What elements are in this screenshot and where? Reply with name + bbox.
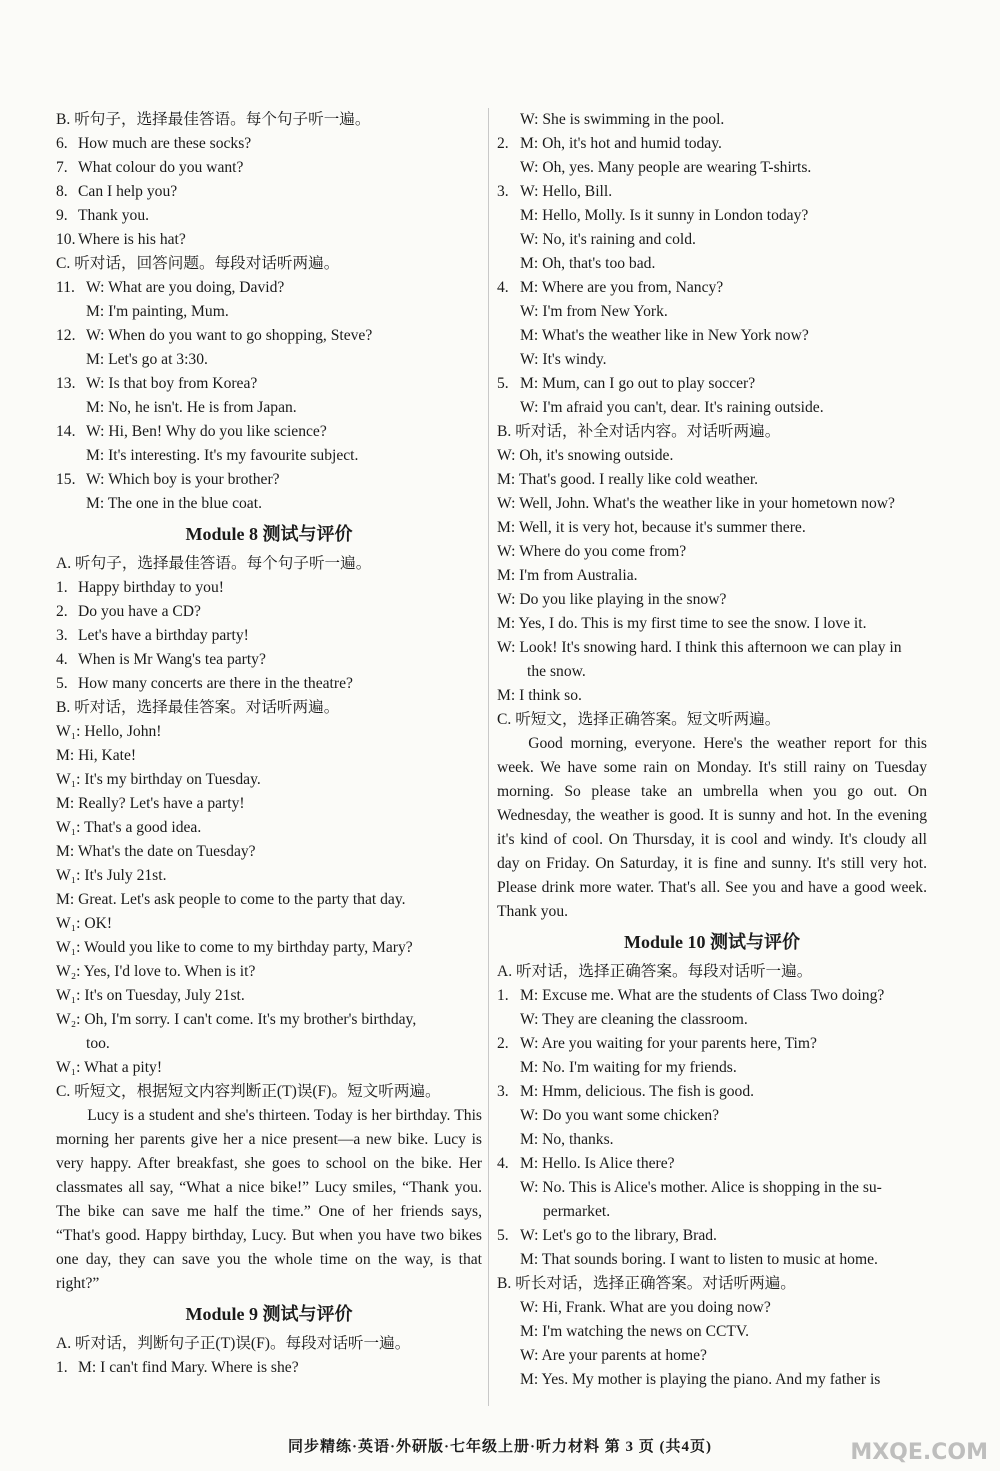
dialogue-line: M: I think so. (497, 687, 582, 704)
dialogue-line: M: No, thanks. (520, 1131, 614, 1148)
passage-text: Lucy is a student and she's thirteen. Today is her birthday. This morning her parents give her a nice present—a new bike. Lucy is very happy. After breakfast, she goes to school on the bike. Her classmates all say, “What a nice bike!” Lucy smiles, “Thank you. The bike can save me half the time.” One of her friends says, “That's good. Happy birthday, Lucy. But when you have two bikes one day, they can save you the whole time on the way, is that right?” (56, 1107, 482, 1292)
dialogue-line: W₁: It's on Tuesday, July 21st. (56, 987, 245, 1004)
question-item: 7. What colour do you want? (56, 159, 244, 176)
left-column (56, 108, 482, 1380)
dialogue-line: 4. M: Where are you from, Nancy? (497, 279, 724, 296)
dialogue-line: M: The one in the blue coat. (86, 495, 262, 512)
passage-text: Good morning, everyone. Here's the weather report for this week. We have some rain on Monday. It's still rainy on Tuesday morning. So please take an umbrella when you go out. On Wednesday, the weather is good. It is sunny and hot. In the evening it's kind of cool. On Thursday, it is cool and windy. It's cloudy all day on Friday. On Saturday, it is fine and sunny. It's still very hot. Please drink more water. That's all. See you and have a good week. Thank you. (497, 735, 927, 920)
dialogue-line: M: That sounds boring. I want to listen to music at home. (520, 1251, 878, 1268)
section-title: B. 听对话，选择最佳答案。对话听两遍。 (56, 699, 340, 716)
dialogue-line: 3. W: Hello, Bill. (497, 183, 613, 200)
dialogue-line: too. (86, 1035, 110, 1052)
section-title: A. 听对话，选择正确答案。每段对话听一遍。 (497, 963, 813, 980)
dialogue-line: M: Well, it is very hot, because it's summer there. (497, 519, 806, 536)
right-column (497, 108, 927, 1392)
dialogue-line: W: No. This is Alice's mother. Alice is shopping in the su- (520, 1179, 882, 1196)
dialogue-line: 1. M: I can't find Mary. Where is she? (56, 1359, 299, 1376)
dialogue-line: W: Are your parents at home? (520, 1347, 707, 1364)
dialogue-line: 14. W: Hi, Ben! Why do you like science? (56, 423, 327, 440)
dialogue-line: W: No, it's raining and cold. (520, 231, 696, 248)
dialogue-line: 5. M: Mum, can I go out to play soccer? (497, 375, 756, 392)
question-item: 4. When is Mr Wang's tea party? (56, 651, 266, 668)
dialogue-line: W: Where do you come from? (497, 543, 687, 560)
dialogue-line: M: Yes. My mother is playing the piano. And my father is (520, 1371, 881, 1388)
section-title: C. 听短文，选择正确答案。短文听两遍。 (497, 711, 781, 728)
dialogue-line: W₁: Hello, John! (56, 723, 162, 740)
dialogue-line: 3. M: Hmm, delicious. The fish is good. (497, 1083, 755, 1100)
dialogue-line: W: She is swimming in the pool. (520, 111, 725, 128)
question-item: 9. Thank you. (56, 207, 150, 224)
question-item: 10. Where is his hat? (56, 231, 186, 248)
dialogue-line: 4. M: Hello. Is Alice there? (497, 1155, 675, 1172)
dialogue-line: 5. W: Let's go to the library, Brad. (497, 1227, 717, 1244)
dialogue-line: W: They are cleaning the classroom. (520, 1011, 748, 1028)
dialogue-line: M: That's good. I really like cold weather. (497, 471, 759, 488)
question-item: 1. Happy birthday to you! (56, 579, 224, 596)
dialogue-line: W₁: It's my birthday on Tuesday. (56, 771, 261, 788)
page-footer: 同步精练·英语·外研版·七年级上册·听力材料 第 3 页 (共4页) (287, 1439, 712, 1455)
dialogue-line: M: Oh, that's too bad. (520, 255, 656, 272)
dialogue-line: W₁: OK! (56, 915, 113, 932)
watermark-logo: MXQE.COM (850, 1440, 988, 1465)
dialogue-line: W: Hi, Frank. What are you doing now? (520, 1299, 771, 1316)
dialogue-line: M: Yes, I do. This is my first time to see the snow. I love it. (497, 615, 867, 632)
column-divider (488, 108, 489, 1406)
dialogue-line: M: Great. Let's ask people to come to the party that day. (56, 891, 406, 908)
section-title: A. 听句子，选择最佳答语。每个句子听一遍。 (56, 555, 372, 572)
dialogue-line: M: No, he isn't. He is from Japan. (86, 399, 297, 416)
dialogue-line: M: I'm from Australia. (497, 567, 638, 584)
module-heading: Module 9 测试与评价 (185, 1304, 353, 1324)
dialogue-line: 15. W: Which boy is your brother? (56, 471, 280, 488)
dialogue-line: W: Well, John. What's the weather like in your hometown now? (497, 495, 895, 512)
dialogue-line: M: Hello, Molly. Is it sunny in London today? (520, 207, 809, 224)
module-heading: Module 8 测试与评价 (185, 524, 353, 544)
dialogue-line: W: Do you want some chicken? (520, 1107, 720, 1124)
dialogue-line: W₁: What a pity! (56, 1059, 163, 1076)
dialogue-line: 13. W: Is that boy from Korea? (56, 375, 258, 392)
dialogue-line: W: I'm afraid you can't, dear. It's raining outside. (520, 399, 824, 416)
dialogue-line: M: Really? Let's have a party! (56, 795, 245, 812)
dialogue-line: 1. M: Excuse me. What are the students of Class Two doing? (497, 987, 885, 1004)
dialogue-line: M: It's interesting. It's my favourite subject. (86, 447, 359, 464)
dialogue-line: permarket. (543, 1203, 611, 1220)
question-item: 2. Do you have a CD? (56, 603, 201, 620)
question-item: 5. How many concerts are there in the theatre? (56, 675, 353, 692)
dialogue-line: 2. M: Oh, it's hot and humid today. (497, 135, 722, 152)
dialogue-line: 12. W: When do you want to go shopping, Steve? (56, 327, 373, 344)
question-item: 6. How much are these socks? (56, 135, 252, 152)
dialogue-line: W: Oh, it's snowing outside. (497, 447, 674, 464)
dialogue-line: M: Let's go at 3:30. (86, 351, 208, 368)
section-title: C. 听对话，回答问题。每段对话听两遍。 (56, 255, 340, 272)
dialogue-line: W: Look! It's snowing hard. I think this afternoon we can play in (497, 639, 902, 656)
section-title: B. 听长对话，选择正确答案。对话听两遍。 (497, 1275, 796, 1292)
dialogue-line: M: I'm watching the news on CCTV. (520, 1323, 750, 1340)
dialogue-line: W₂: Yes, I'd love to. When is it? (56, 963, 256, 980)
dialogue-line: M: What's the date on Tuesday? (56, 843, 256, 860)
dialogue-line: 2. W: Are you waiting for your parents here, Tim? (497, 1035, 817, 1052)
dialogue-line: W₁: Would you like to come to my birthday party, Mary? (56, 939, 413, 956)
section-title: B. 听对话，补全对话内容。对话听两遍。 (497, 423, 781, 440)
dialogue-line: W₂: Oh, I'm sorry. I can't come. It's my brother's birthday, (56, 1011, 417, 1028)
module-heading: Module 10 测试与评价 (623, 932, 800, 952)
dialogue-line: W₁: That's a good idea. (56, 819, 202, 836)
section-title: A. 听对话，判断句子正(T)误(F)。每段对话听一遍。 (56, 1335, 411, 1352)
section-title: C. 听短文，根据短文内容判断正(T)误(F)。短文听两遍。 (56, 1083, 441, 1100)
dialogue-line: W: Do you like playing in the snow? (497, 591, 727, 608)
dialogue-line: 11. W: What are you doing, David? (56, 279, 285, 296)
dialogue-line: W: Oh, yes. Many people are wearing T-shirts. (520, 159, 812, 176)
question-item: 8. Can I help you? (56, 183, 178, 200)
dialogue-line: M: No. I'm waiting for my friends. (520, 1059, 737, 1076)
dialogue-line: the snow. (527, 663, 586, 680)
dialogue-line: W₁: It's July 21st. (56, 867, 167, 884)
dialogue-line: M: I'm painting, Mum. (86, 303, 229, 320)
question-item: 3. Let's have a birthday party! (56, 627, 249, 644)
dialogue-line: W: It's windy. (520, 351, 607, 368)
section-title: B. 听句子，选择最佳答语。每个句子听一遍。 (56, 111, 371, 128)
dialogue-line: M: What's the weather like in New York now? (520, 327, 809, 344)
dialogue-line: M: Hi, Kate! (56, 747, 137, 764)
dialogue-line: W: I'm from New York. (520, 303, 668, 320)
